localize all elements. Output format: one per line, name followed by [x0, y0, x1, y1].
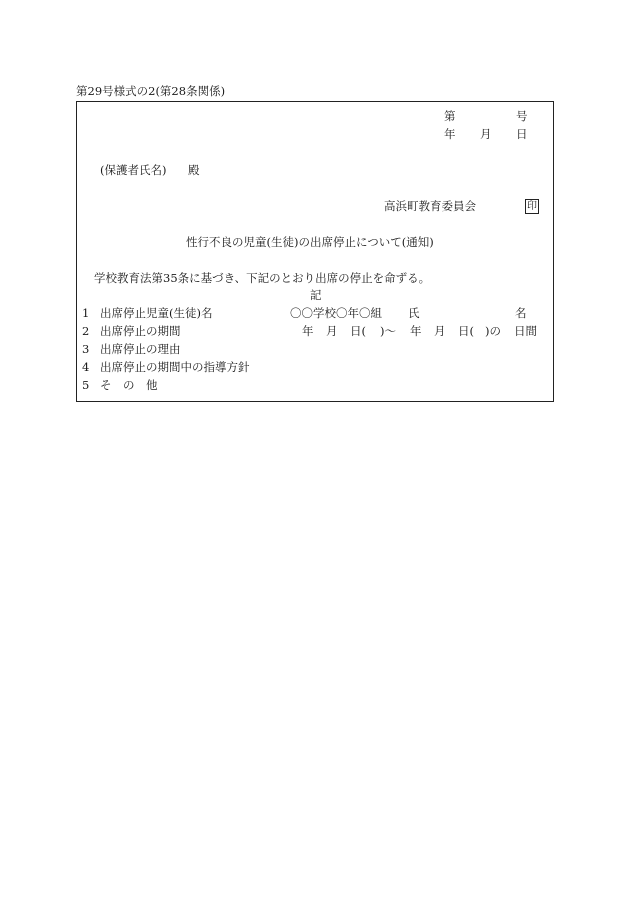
- student-class: 〇〇学校〇年〇組: [290, 306, 382, 320]
- item-number: 1: [82, 306, 90, 320]
- item-label: 出席停止児童(生徒)名: [100, 306, 213, 320]
- addressee-name: (保護者氏名): [100, 163, 167, 177]
- period-days: 日間: [514, 324, 537, 338]
- item-label: そ の 他: [100, 378, 158, 392]
- item-number: 3: [82, 342, 90, 356]
- sender-name: 高浜町教育委員会: [384, 199, 476, 213]
- item-number: 2: [82, 324, 90, 338]
- date-day: 日: [516, 127, 528, 141]
- period-start-month: 月: [326, 324, 338, 338]
- item-number: 4: [82, 360, 90, 374]
- form-label: 第29号様式の2(第28条関係): [76, 84, 226, 98]
- period-start-day: 日(: [350, 324, 366, 338]
- period-start-weekday: )〜: [380, 324, 396, 338]
- item-label: 出席停止の期間中の指導方針: [100, 360, 250, 374]
- doc-number-go: 号: [516, 109, 528, 123]
- item-label: 出席停止の理由: [100, 342, 181, 356]
- period-end-month: 月: [434, 324, 446, 338]
- item-label: 出席停止の期間: [100, 324, 181, 338]
- form-frame: [76, 101, 554, 402]
- item-number: 5: [82, 378, 90, 392]
- period-start-year: 年: [302, 324, 314, 338]
- ki-heading: 記: [310, 288, 322, 302]
- date-month: 月: [480, 127, 492, 141]
- student-name-given: 名: [515, 306, 527, 320]
- document-title: 性行不良の児童(生徒)の出席停止について(通知): [186, 235, 434, 249]
- student-name-family: 氏: [408, 306, 420, 320]
- doc-number-dai: 第: [444, 109, 456, 123]
- period-end-day: 日(: [458, 324, 474, 338]
- period-end-year: 年: [410, 324, 422, 338]
- body-text: 学校教育法第35条に基づき、下記のとおり出席の停止を命ずる。: [94, 271, 431, 285]
- seal-mark: 印: [527, 201, 537, 212]
- addressee-honorific: 殿: [188, 163, 200, 177]
- period-end-weekday: )の: [485, 324, 501, 338]
- date-year: 年: [444, 127, 456, 141]
